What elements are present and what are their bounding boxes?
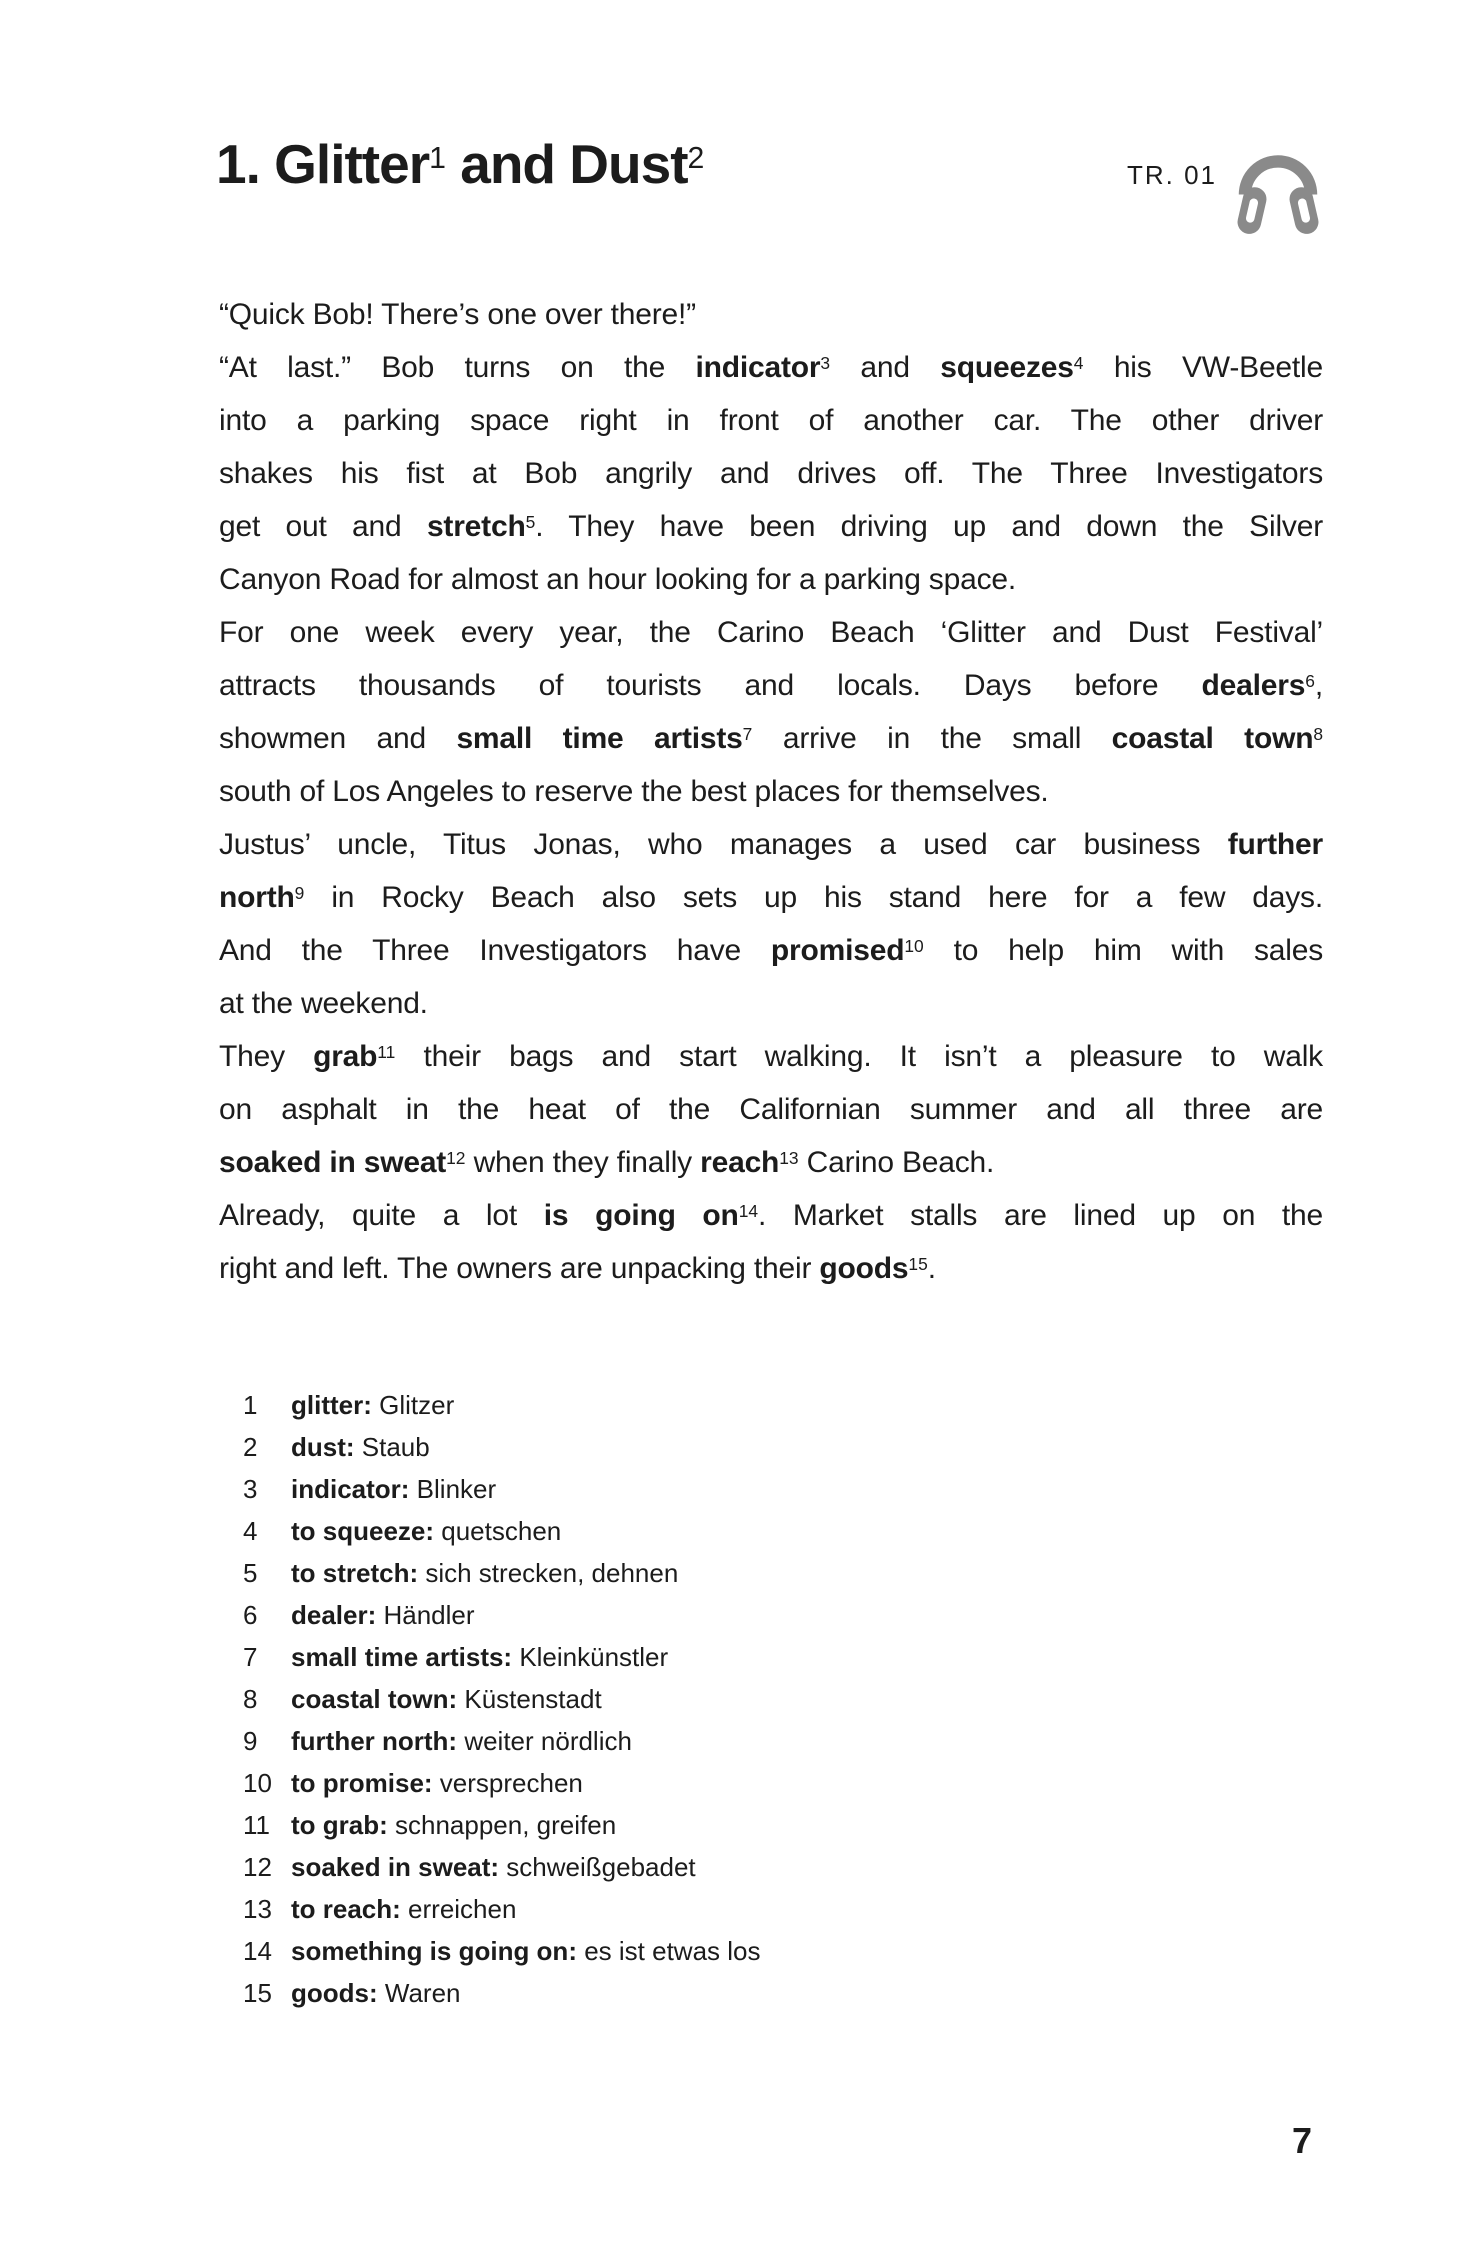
story-fragment: shakes his fist at Bob angrily and drives off. The Three Investigators [219,457,1323,490]
story-line [219,500,1323,553]
footnote-item [243,1678,1273,1720]
footnote-translation: Kleinkünstler [512,1642,669,1672]
chapter-title [216,134,704,195]
story-line [219,818,1323,871]
story-fragment: . They have been driving up and down the Silver [535,510,1323,543]
story-fragment: in Rocky Beach also sets up his stand here for a few days. [304,881,1323,914]
footnote-term: something is going on: [291,1936,577,1966]
story-fragment: to help him with sales [923,934,1323,967]
story-fragment: arrive in the small [752,722,1112,755]
footnote-translation: erreichen [400,1894,517,1924]
story-line [219,447,1323,500]
footnote-number: 5 [243,1558,258,1588]
footnote-translation: Glitzer [371,1390,455,1420]
story-fragment: Canyon Road for almost an hour looking for a parking space. [219,563,1016,596]
footnote-number: 9 [243,1726,258,1756]
footnote-item [243,1720,1273,1762]
footnote-number: 6 [243,1600,258,1630]
story-line [219,765,1323,818]
story-fragment: . Market stalls are lined up on the [758,1199,1324,1232]
story-fragment: get out and [219,510,427,543]
story-fragment: their bags and start walking. It isn’t a pleasure to walk [395,1040,1323,1073]
footnote-term: small time artists: [291,1642,513,1672]
vocab-word: goods [819,1252,909,1285]
vocab-word: promised [770,934,905,967]
story-line [219,871,1323,924]
story-fragment: For one week every year, the Carino Beach ‘Glitter and Dust Festival’ [219,616,1323,649]
footnote-item [243,1846,1273,1888]
footnote-translation: Staub [354,1432,430,1462]
footnote-ref: 8 [1313,724,1323,745]
footnote-ref: 3 [820,353,831,374]
story-fragment: “Quick Bob! There’s one over there!” [219,298,696,331]
story-line [219,1136,1323,1189]
footnote-ref: 1 [429,141,446,175]
footnote-term: to squeeze: [291,1516,435,1546]
story-fragment: when they finally [465,1146,701,1179]
footnote-ref: 5 [525,512,536,533]
footnote-ref: 10 [904,936,924,957]
vocab-word: soaked in sweat [219,1146,447,1179]
footnote-term: glitter: [291,1390,372,1420]
footnote-item [243,1426,1273,1468]
footnote-number: 1 [243,1390,258,1420]
footnote-translation: schnappen, greifen [387,1810,617,1840]
story-line [219,341,1323,394]
footnote-ref: 7 [742,724,753,745]
story-line [219,659,1323,712]
story-fragment: into a parking space right in front of another car. The other driver [219,404,1323,437]
footnote-item [243,1594,1273,1636]
vocab-word: stretch [426,510,526,543]
footnote-term: to reach: [291,1894,401,1924]
footnote-translation: Waren [377,1978,461,2008]
footnote-item [243,1888,1273,1930]
footnote-ref: 6 [1305,671,1315,692]
footnote-ref: 4 [1073,353,1084,374]
footnote-translation: Küstenstadt [457,1684,602,1714]
story-line [219,1189,1323,1242]
footnote-number: 11 [243,1810,270,1840]
footnote-translation: versprechen [432,1768,583,1798]
story-fragment: south of Los Angeles to reserve the best places for themselves. [219,775,1049,808]
footnote-ref: 15 [908,1254,928,1275]
footnote-number: 13 [243,1894,272,1924]
footnote-number: 3 [243,1474,258,1504]
footnote-ref: 13 [779,1148,799,1169]
footnote-term: indicator: [291,1474,410,1504]
footnote-term: to stretch: [291,1558,419,1588]
story-fragment: and [830,351,941,384]
footnote-term: further north: [291,1726,458,1756]
story-line [219,606,1323,659]
page-number: 7 [1292,2120,1313,2161]
story-fragment: Carino Beach. [798,1146,995,1179]
story-fragment: right and left. The owners are unpacking their [219,1252,820,1285]
track-label: TR. 01 [1126,160,1217,190]
vocab-word: indicator [695,351,821,384]
vocab-word: reach [700,1146,780,1179]
footnote-translation: schweißgebadet [499,1852,696,1882]
story-line [219,288,1323,341]
footnote-ref: 14 [738,1201,759,1222]
story-fragment: , [1314,669,1323,702]
footnote-number: 7 [243,1642,258,1672]
footnote-item [243,1468,1273,1510]
footnote-number: 15 [243,1978,272,2008]
footnote-number: 14 [243,1936,272,1966]
vocab-word: dealers [1201,669,1306,702]
story-fragment: Justus’ uncle, Titus Jonas, who manages a used car business [219,828,1228,861]
story-line [219,394,1323,447]
footnote-ref: 2 [687,141,705,175]
footnote-item [243,1384,1273,1426]
footnote-term: coastal town: [291,1684,458,1714]
footnote-translation: Blinker [409,1474,497,1504]
footnote-ref: 9 [294,883,305,904]
footnote-number: 2 [243,1432,258,1462]
story-fragment: Already, quite a lot [219,1199,544,1232]
story-fragment: They [219,1040,314,1073]
footnote-item [243,1510,1273,1552]
footnote-item [243,1636,1273,1678]
footnote-term: dust: [291,1432,355,1462]
story-fragment: 1. Glitter [216,133,430,195]
footnote-translation: quetschen [434,1516,562,1546]
footnote-list [243,1384,1273,2014]
story-line [219,977,1323,1030]
story-fragment: on asphalt in the heat of the Californian summer and all three are [219,1093,1323,1126]
story-fragment: attracts thousands of tourists and locals. Days before [219,669,1202,702]
footnote-translation: weiter nördlich [457,1726,632,1756]
footnote-item [243,1762,1273,1804]
vocab-word: coastal town [1111,722,1314,755]
story-fragment: and Dust [445,133,688,195]
story-text [219,288,1323,1295]
story-line [219,924,1323,977]
story-fragment: showmen and [219,722,457,755]
audio-track [1127,134,1327,238]
vocab-word: north [219,881,295,914]
headphones-icon [1229,134,1327,238]
story-line [219,1083,1323,1136]
vocab-word: is going on [543,1199,739,1232]
vocab-word: squeezes [940,351,1074,384]
story-line [219,712,1323,765]
story-fragment: “At last.” Bob turns on the [219,351,696,384]
story-fragment: And the Three Investigators have [219,934,771,967]
story-line [219,1242,1323,1295]
footnote-number: 8 [243,1684,258,1714]
footnote-number: 4 [243,1516,258,1546]
footnote-translation: es ist etwas los [576,1936,761,1966]
footnote-translation: Händler [376,1600,475,1630]
vocab-word: small time artists [456,722,743,755]
footnote-number: 12 [243,1852,272,1882]
vocab-word: grab [313,1040,378,1073]
footnote-item [243,1972,1273,2014]
footnote-item [243,1552,1273,1594]
footnote-term: dealer: [291,1600,377,1630]
vocab-word: further [1227,828,1323,861]
story-fragment: . [927,1252,936,1285]
footnote-ref: 12 [446,1148,466,1169]
footnote-term: soaked in sweat: [291,1852,500,1882]
footnote-item [243,1930,1273,1972]
story-fragment: his VW-Beetle [1083,351,1323,384]
footnote-term: goods: [291,1978,378,2008]
footnote-term: to grab: [291,1810,388,1840]
story-line [219,1030,1323,1083]
footnote-ref: 11 [377,1042,396,1063]
story-fragment: at the weekend. [219,987,428,1020]
footnote-number: 10 [243,1768,272,1798]
story-line [219,553,1323,606]
footnote-translation: sich strecken, dehnen [418,1558,679,1588]
footnote-item [243,1804,1273,1846]
footnote-term: to promise: [291,1768,433,1798]
